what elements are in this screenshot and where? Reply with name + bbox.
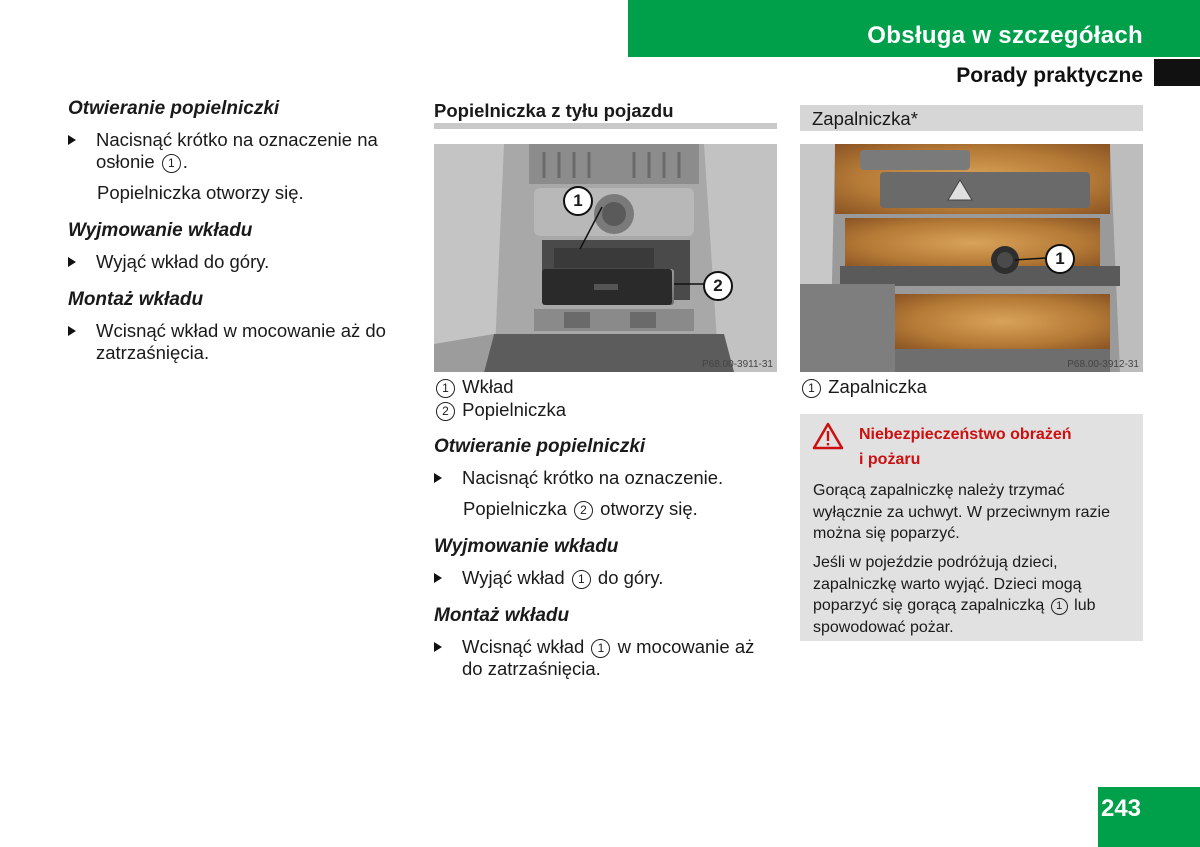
instruction-text-end: . bbox=[182, 151, 188, 172]
instruction-text: Wyjąć wkład bbox=[462, 567, 565, 588]
lighter-illustration bbox=[800, 144, 1143, 372]
warning-text-start: Jeśli w pojeździe podróżują dzieci, zapalniczkę warto wyjąć. Dzieci mogą poparzyć się gorącą zapalniczką bbox=[813, 554, 1082, 614]
warning-title-line: i pożaru bbox=[859, 451, 921, 468]
section-title: Obsługa w szczegółach bbox=[867, 22, 1143, 49]
callout-1: 1 bbox=[563, 186, 593, 216]
image-code: P68.00-3912-31 bbox=[1067, 359, 1139, 370]
column-title: Zapalniczka* bbox=[812, 108, 918, 129]
warning-title bbox=[859, 422, 1072, 472]
callout-ref: 1 bbox=[162, 154, 181, 173]
warning-paragraph bbox=[813, 552, 1135, 638]
section-heading: Montaż wkładu bbox=[68, 289, 204, 310]
legend-label: Popielniczka bbox=[462, 399, 567, 420]
instruction-text: Wyjąć wkład do góry. bbox=[96, 251, 270, 272]
instruction-item bbox=[68, 129, 408, 173]
section-heading: Otwieranie popielniczki bbox=[434, 436, 646, 457]
column-left bbox=[68, 98, 408, 364]
ashtray-illustration bbox=[434, 144, 777, 372]
instruction-item bbox=[68, 320, 408, 364]
section-heading: Wyjmowanie wkładu bbox=[434, 536, 619, 557]
section-header-bar bbox=[628, 0, 1200, 57]
warning-title-line: Niebezpieczeństwo obrażeń bbox=[859, 426, 1072, 443]
callout-1: 1 bbox=[1045, 244, 1075, 274]
instruction-text: Nacisnąć krótko na oznaczenie. bbox=[462, 467, 724, 488]
ashtray-photo bbox=[434, 144, 777, 372]
section-heading: Montaż wkładu bbox=[434, 605, 570, 626]
callout-ref: 1 bbox=[591, 639, 610, 658]
bullet-arrow-icon bbox=[434, 473, 442, 483]
callout-ref: 2 bbox=[574, 501, 593, 520]
chapter-tab-marker bbox=[1154, 59, 1200, 86]
lighter-photo bbox=[800, 144, 1143, 372]
instruction-item bbox=[434, 636, 779, 680]
result-text-start: Popielniczka bbox=[463, 498, 567, 519]
callout-ref: 1 bbox=[572, 570, 591, 589]
instruction-text-end: w mocowanie aż do zatrzaśnięcia. bbox=[462, 636, 755, 679]
legend-number: 1 bbox=[802, 379, 821, 398]
bullet-arrow-icon bbox=[434, 642, 442, 652]
callout-2: 2 bbox=[703, 271, 733, 301]
title-underline bbox=[434, 123, 777, 129]
section-heading: Wyjmowanie wkładu bbox=[68, 220, 253, 241]
legend-number: 1 bbox=[436, 379, 455, 398]
page-number-tab bbox=[1098, 787, 1200, 847]
legend-label: Zapalniczka bbox=[828, 376, 927, 397]
instruction-item bbox=[68, 251, 408, 273]
warning-paragraph: Gorącą zapalniczkę należy trzymać wyłącznie za uchwyt. W przeciwnym razie można się poparzyć. bbox=[813, 482, 1110, 542]
warning-box bbox=[800, 414, 1143, 641]
result-text bbox=[463, 498, 779, 520]
image-code: P68.00-3911-31 bbox=[702, 359, 773, 370]
instruction-text: Wcisnąć wkład w mocowanie aż do zatrzaśnięcia. bbox=[96, 320, 386, 363]
callout-ref: 1 bbox=[1051, 598, 1068, 615]
bullet-arrow-icon bbox=[68, 135, 76, 145]
warning-triangle-icon bbox=[812, 422, 844, 450]
instruction-item bbox=[434, 567, 779, 589]
result-text-end: otworzy się. bbox=[600, 498, 698, 519]
instruction-text: Nacisnąć krótko na oznaczenie na osłonie bbox=[96, 129, 378, 172]
legend-item bbox=[800, 376, 927, 398]
chapter-title: Porady praktyczne bbox=[956, 64, 1143, 87]
legend-number: 2 bbox=[436, 402, 455, 421]
column-title-bar bbox=[800, 105, 1143, 131]
instruction-item bbox=[434, 467, 779, 489]
instruction-text: Wcisnąć wkład bbox=[462, 636, 585, 657]
column-middle bbox=[434, 376, 779, 680]
legend-item bbox=[434, 399, 779, 421]
legend-item bbox=[434, 376, 779, 398]
legend-label: Wkład bbox=[462, 376, 514, 397]
section-heading: Otwieranie popielniczki bbox=[68, 98, 280, 119]
result-text: Popielniczka otworzy się. bbox=[97, 182, 304, 203]
page-number: 243 bbox=[1100, 795, 1142, 822]
bullet-arrow-icon bbox=[68, 326, 76, 336]
column-title: Popielniczka z tyłu pojazdu bbox=[434, 100, 674, 121]
warning-text-end: lub spowodować pożar. bbox=[813, 597, 1096, 636]
instruction-text-end: do góry. bbox=[597, 567, 664, 588]
bullet-arrow-icon bbox=[68, 257, 76, 267]
bullet-arrow-icon bbox=[434, 573, 442, 583]
